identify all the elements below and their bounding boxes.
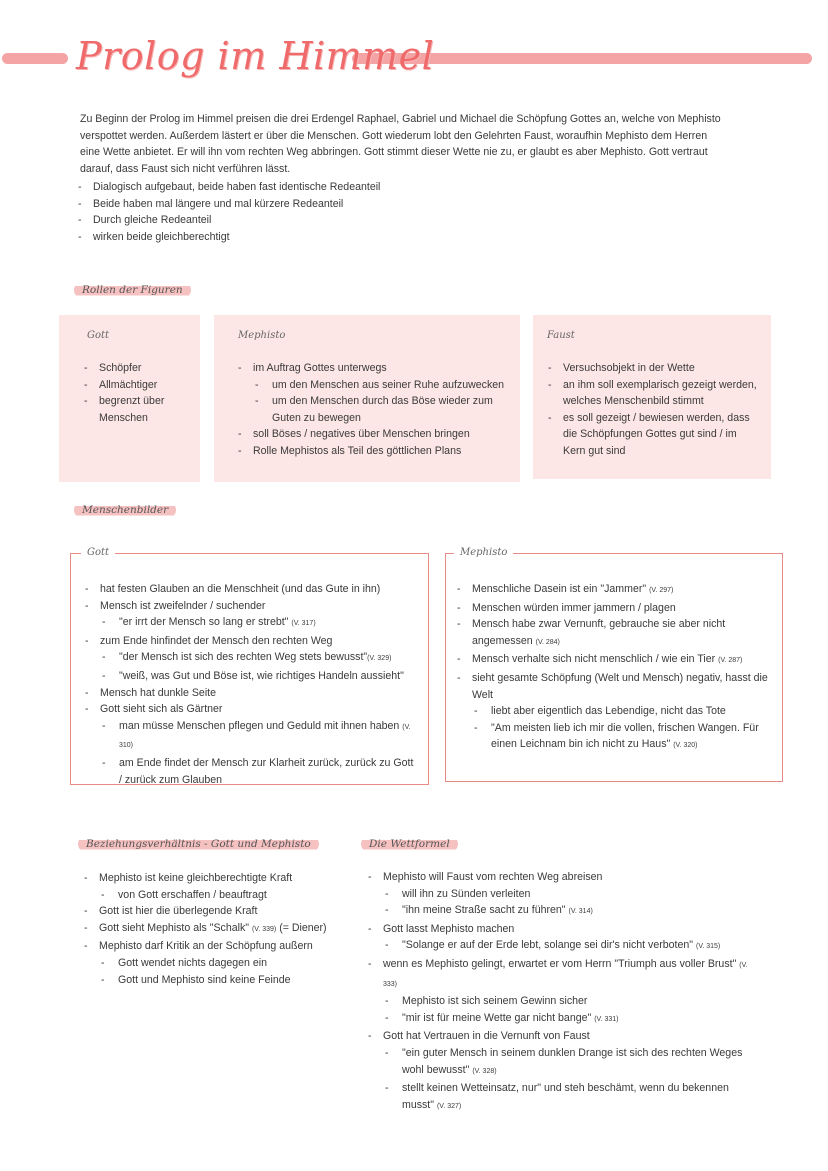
list-item: - Gott ist hier die überlegende Kraft	[84, 903, 346, 920]
verse-ref: (V. 297)	[649, 587, 674, 594]
list-item: - Mephisto ist keine gleichberechtigte Kraft	[84, 870, 346, 887]
list-item: - stellt keinen Wetteinsatz, nur" und steh beschämt, wenn du bekennen musst" (V. 327)	[368, 1080, 753, 1115]
list-item: - Mephisto will Faust vom rechten Weg abreisen	[368, 869, 753, 886]
list-item: - "ein guter Mensch in seinem dunklen Drange ist sich des rechten Weges wohl bewusst" (V. 328)	[368, 1045, 753, 1080]
verse-ref: (V. 320)	[673, 742, 698, 750]
role-card-faust	[533, 315, 771, 479]
menschenbild-gott-box	[70, 547, 429, 786]
beziehung-list	[84, 870, 346, 988]
list-item: - Mensch verhalte sich nicht menschlich / wie ein Tier (V. 287)	[457, 651, 772, 670]
list-item: - begrenzt über Menschen	[84, 393, 196, 426]
list-item: - wenn es Mephisto gelingt, erwartet er vom Herrn "Triumph aus voller Brust" (V. 333)	[368, 956, 753, 993]
list-item: - "er irrt der Mensch so lang er strebt" (V. 317)	[85, 614, 415, 633]
role-faust-list	[548, 360, 758, 460]
verse-ref: (V. 329)	[367, 655, 392, 663]
verse-ref: (V. 314)	[568, 908, 593, 916]
intro-bullets	[78, 179, 478, 245]
list-item: - hat festen Glauben an die Menschheit (und das Gute in ihn)	[85, 581, 415, 598]
page-title: Prolog im Himmel	[76, 34, 435, 78]
list-item: - Gott sieht sich als Gärtner	[85, 701, 415, 718]
verse-ref: (V. 339)	[251, 925, 277, 933]
verse-ref: (V. 331)	[594, 1015, 619, 1023]
list-item: - Gott und Mephisto sind keine Feinde	[84, 972, 346, 989]
verse-ref: (V. 315)	[696, 943, 721, 951]
list-item: - "ihn meine Straße sacht zu führen" (V. 314)	[368, 902, 753, 921]
section-heading-wettformel: Die Wettformel	[361, 836, 458, 852]
menschenbild-mephisto-list	[457, 581, 772, 755]
list-item: - Gott hat Vertrauen in die Vernunft von Faust	[368, 1028, 753, 1045]
role-card-mephisto	[214, 315, 520, 482]
verse-ref: (V. 328)	[472, 1067, 497, 1075]
verse-ref: (V. 317)	[291, 620, 316, 628]
list-item: - zum Ende hinfindet der Mensch den rechten Weg	[85, 633, 415, 650]
list-item: - Menschliche Dasein ist ein "Jammer" (V. 297)	[457, 581, 772, 600]
list-item: - von Gott erschaffen / beauftragt	[84, 887, 346, 904]
list-item: - "der Mensch ist sich des rechten Weg stets bewusst"(V. 329)	[85, 649, 415, 668]
title-decoration-left	[2, 53, 68, 64]
list-item: - Rolle Mephistos als Teil des göttlichen Plans	[238, 443, 518, 460]
verse-ref: (V. 310)	[119, 723, 411, 750]
list-item: - Gott wendet nichts dagegen ein	[84, 955, 346, 972]
list-item: - man müsse Menschen pflegen und Geduld mit ihnen haben (V. 310)	[85, 718, 415, 755]
list-item: - Mensch habe zwar Vernunft, gebrauche sie aber nicht angemessen (V. 284)	[457, 616, 772, 651]
list-item: - liebt aber eigentlich das Lebendige, nicht das Tote	[457, 703, 772, 720]
section-heading-beziehung: Beziehungsverhältnis - Gott und Mephisto	[78, 836, 319, 852]
role-card-label: Faust	[547, 330, 575, 341]
list-item: - sieht gesamte Schöpfung (Welt und Mensch) negativ, hasst die Welt	[457, 670, 772, 703]
list-item: - am Ende findet der Mensch zur Klarheit zurück, zurück zu Gott / zurück zum Glauben	[85, 755, 415, 788]
section-heading-roles: Rollen der Figuren	[74, 282, 191, 298]
section-heading-menschenbilder: Menschenbilder	[74, 502, 176, 518]
verse-ref: (V. 287)	[718, 657, 743, 665]
list-item: - soll Böses / negatives über Menschen bringen	[238, 426, 518, 443]
intro-paragraph: Zu Beginn der Prolog im Himmel preisen die drei Erdengel Raphael, Gabriel und Michael die Schöpfung Gottes an, welche von Mephisto verspottet werden. Außerdem lästert er über die Menschen. Gott wiederum lobt den Gelehrten Faust, woraufhin Mephisto dem Herren eine Wette anbietet. Er will ihn vom rechten Weg abbringen. Gott stimmt dieser Wette nie zu, er glaubt es aber Mephisto. Gott vertraut darauf, dass Faust sich nicht verführen lässt.	[80, 113, 721, 175]
list-item: - Versuchsobjekt in der Wette	[548, 360, 758, 377]
box-label: Mephisto	[454, 545, 513, 562]
list-item: - "mir ist für meine Wette gar nicht bange" (V. 331)	[368, 1010, 753, 1029]
list-item: - "Solange er auf der Erde lebt, solange sei dir's nicht verboten" (V. 315)	[368, 937, 753, 956]
wettformel-list	[368, 869, 753, 1115]
list-item: - Gott sieht Mephisto als "Schalk" (V. 339) (= Diener)	[84, 920, 346, 939]
list-item: - Beide haben mal längere und mal kürzere Redeanteil	[78, 196, 478, 213]
role-card-label: Gott	[87, 330, 110, 341]
verse-ref: (V. 327)	[436, 1102, 462, 1110]
list-item: - Menschen würden immer jammern / plagen	[457, 600, 772, 617]
list-item: - Mensch hat dunkle Seite	[85, 685, 415, 702]
list-item: - Mensch ist zweifelnder / suchender	[85, 598, 415, 615]
list-item: - Allmächtiger	[84, 377, 196, 394]
list-item: - um den Menschen aus seiner Ruhe aufzuwecken	[238, 377, 518, 394]
list-item: - Gott lasst Mephisto machen	[368, 921, 753, 938]
list-item: - Mephisto darf Kritik an der Schöpfung außern	[84, 938, 346, 955]
box-label: Gott	[81, 545, 115, 562]
list-item: - wirken beide gleichberechtigt	[78, 229, 478, 246]
list-item: - "Am meisten lieb ich mir die vollen, frischen Wangen. Für einen Leichnam bin ich nicht zu Haus" (V. 320)	[457, 720, 772, 755]
role-gott-list	[84, 360, 196, 426]
list-item: - will ihn zu Sünden verleiten	[368, 886, 753, 903]
list-item: - es soll gezeigt / bewiesen werden, dass die Schöpfungen Gottes gut sind / im Kern gut sind	[548, 410, 758, 460]
list-item: - Durch gleiche Redeanteil	[78, 212, 478, 229]
role-card-label: Mephisto	[238, 330, 286, 341]
role-card-gott	[59, 315, 200, 482]
list-item: - an ihm soll exemplarisch gezeigt werden, welches Menschenbild stimmt	[548, 377, 758, 410]
list-item: - im Auftrag Gottes unterwegs	[238, 360, 518, 377]
menschenbild-mephisto-box	[445, 547, 783, 782]
list-item: - Dialogisch aufgebaut, beide haben fast identische Redeanteil	[78, 179, 478, 196]
verse-ref: (V. 333)	[383, 961, 748, 988]
list-item: - Mephisto ist sich seinem Gewinn sicher	[368, 993, 753, 1010]
menschenbild-gott-list	[85, 581, 415, 788]
list-item: - Schöpfer	[84, 360, 196, 377]
verse-ref: (V. 284)	[535, 638, 560, 646]
list-item: - um den Menschen durch das Böse wieder zum Guten zu bewegen	[238, 393, 518, 426]
list-item: - "weiß, was Gut und Böse ist, wie richtiges Handeln aussieht"	[85, 668, 415, 685]
role-mephisto-list	[238, 360, 518, 460]
